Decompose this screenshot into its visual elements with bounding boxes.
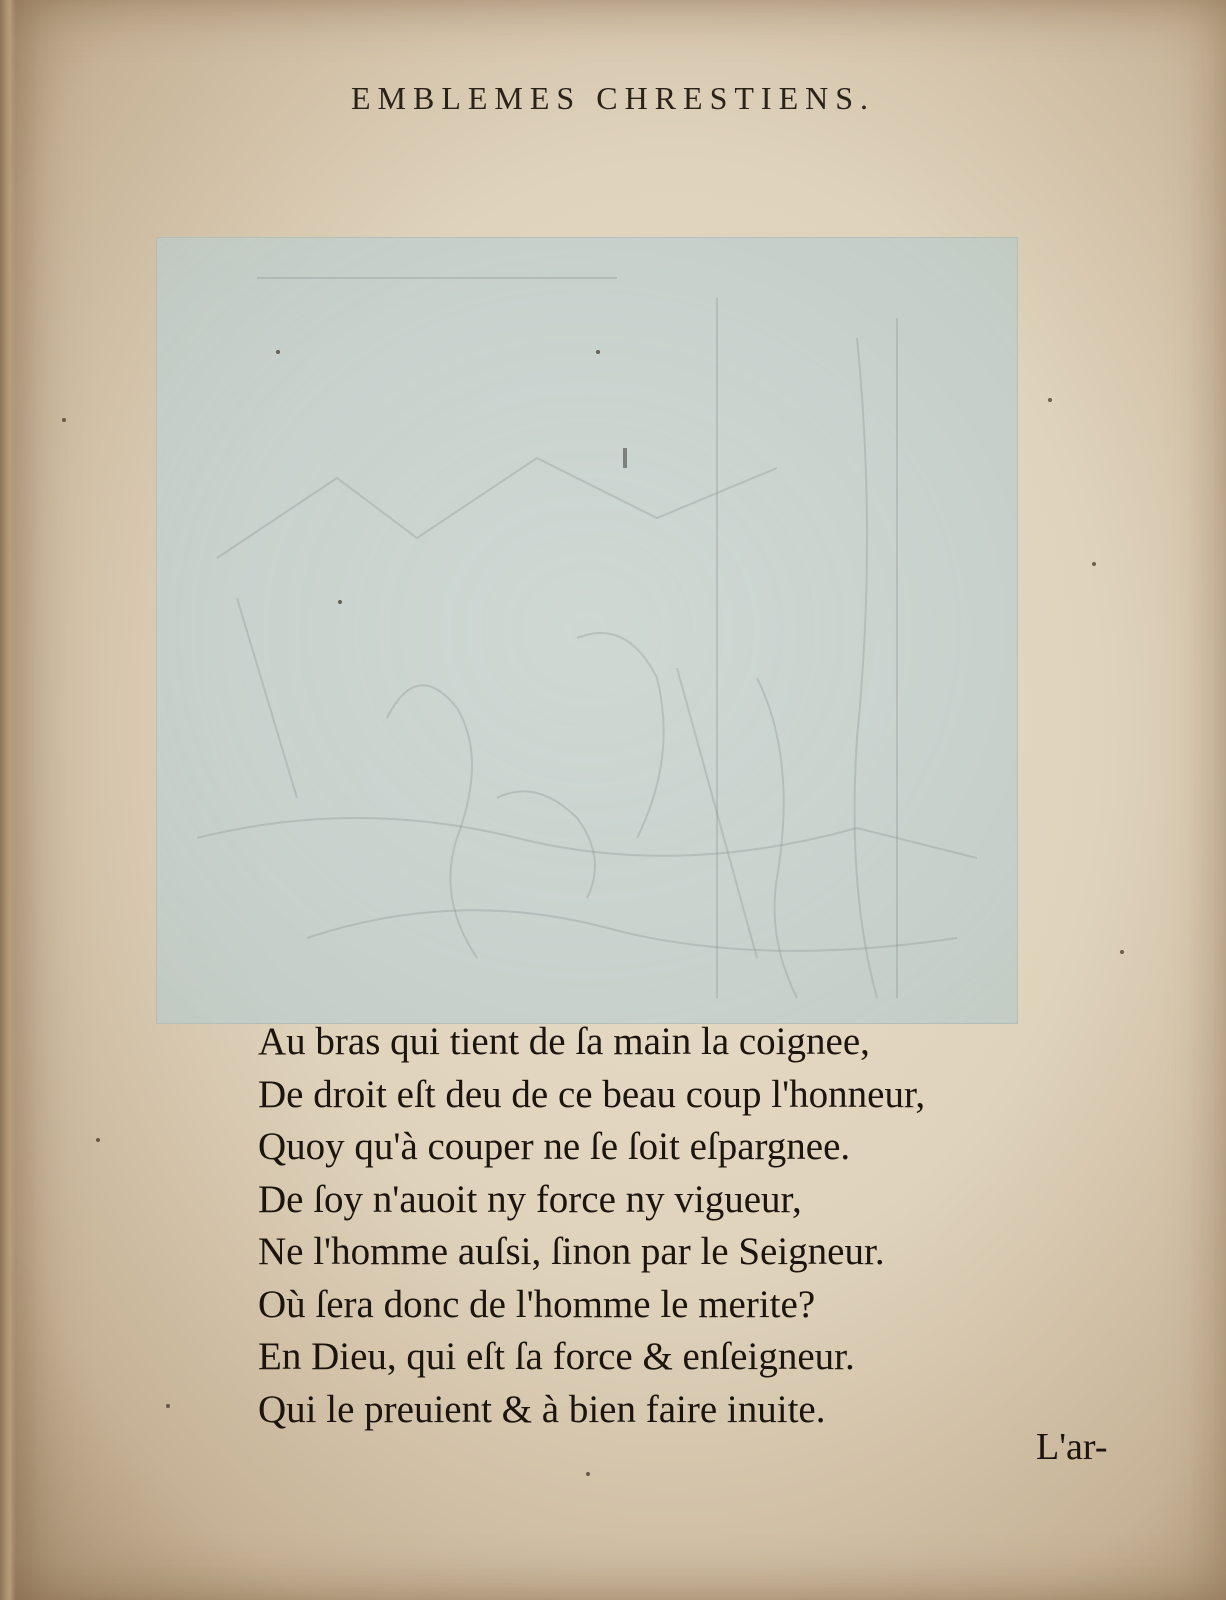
page-spine-shadow xyxy=(0,0,16,1600)
paper-speck xyxy=(1092,562,1096,566)
emblem-engraving xyxy=(156,237,1018,1024)
verse-line: De ſoy n'auoit ny force ny vigueur, xyxy=(258,1177,802,1221)
paper-speck xyxy=(276,350,280,354)
paper-speck xyxy=(96,1138,100,1142)
verse-line: De droit eſt deu de ce beau coup l'honneur, xyxy=(258,1072,926,1116)
verse-line: Qui le preuient & à bien faire inuite. xyxy=(258,1387,826,1431)
verse-line: Ne l'homme auſsi, ſinon par le Seigneur. xyxy=(258,1230,885,1273)
verse-line: Où ſera donc de l'homme le merite? xyxy=(258,1282,816,1326)
paper-speck xyxy=(1048,398,1052,402)
running-head: EMBLEMES CHRESTIENS. xyxy=(350,80,876,116)
verse-line: Quoy qu'à couper ne ſe ſoit eſpargnee. xyxy=(258,1125,851,1168)
emblem-verse xyxy=(258,1016,1018,1436)
paper-speck xyxy=(62,418,66,422)
faded-engraving-illustration xyxy=(157,238,1017,1023)
paper-speck xyxy=(166,1404,170,1408)
paper-speck xyxy=(596,350,600,354)
verse-line: En Dieu, qui eſt ſa force & enſeigneur. xyxy=(258,1335,855,1378)
catchword: L'ar- xyxy=(1036,1426,1108,1468)
paper-speck xyxy=(338,600,342,604)
verse-line: Au bras qui tient de ſa main la coignee, xyxy=(258,1020,870,1063)
paper-speck xyxy=(1120,950,1124,954)
paper-speck xyxy=(586,1472,590,1476)
